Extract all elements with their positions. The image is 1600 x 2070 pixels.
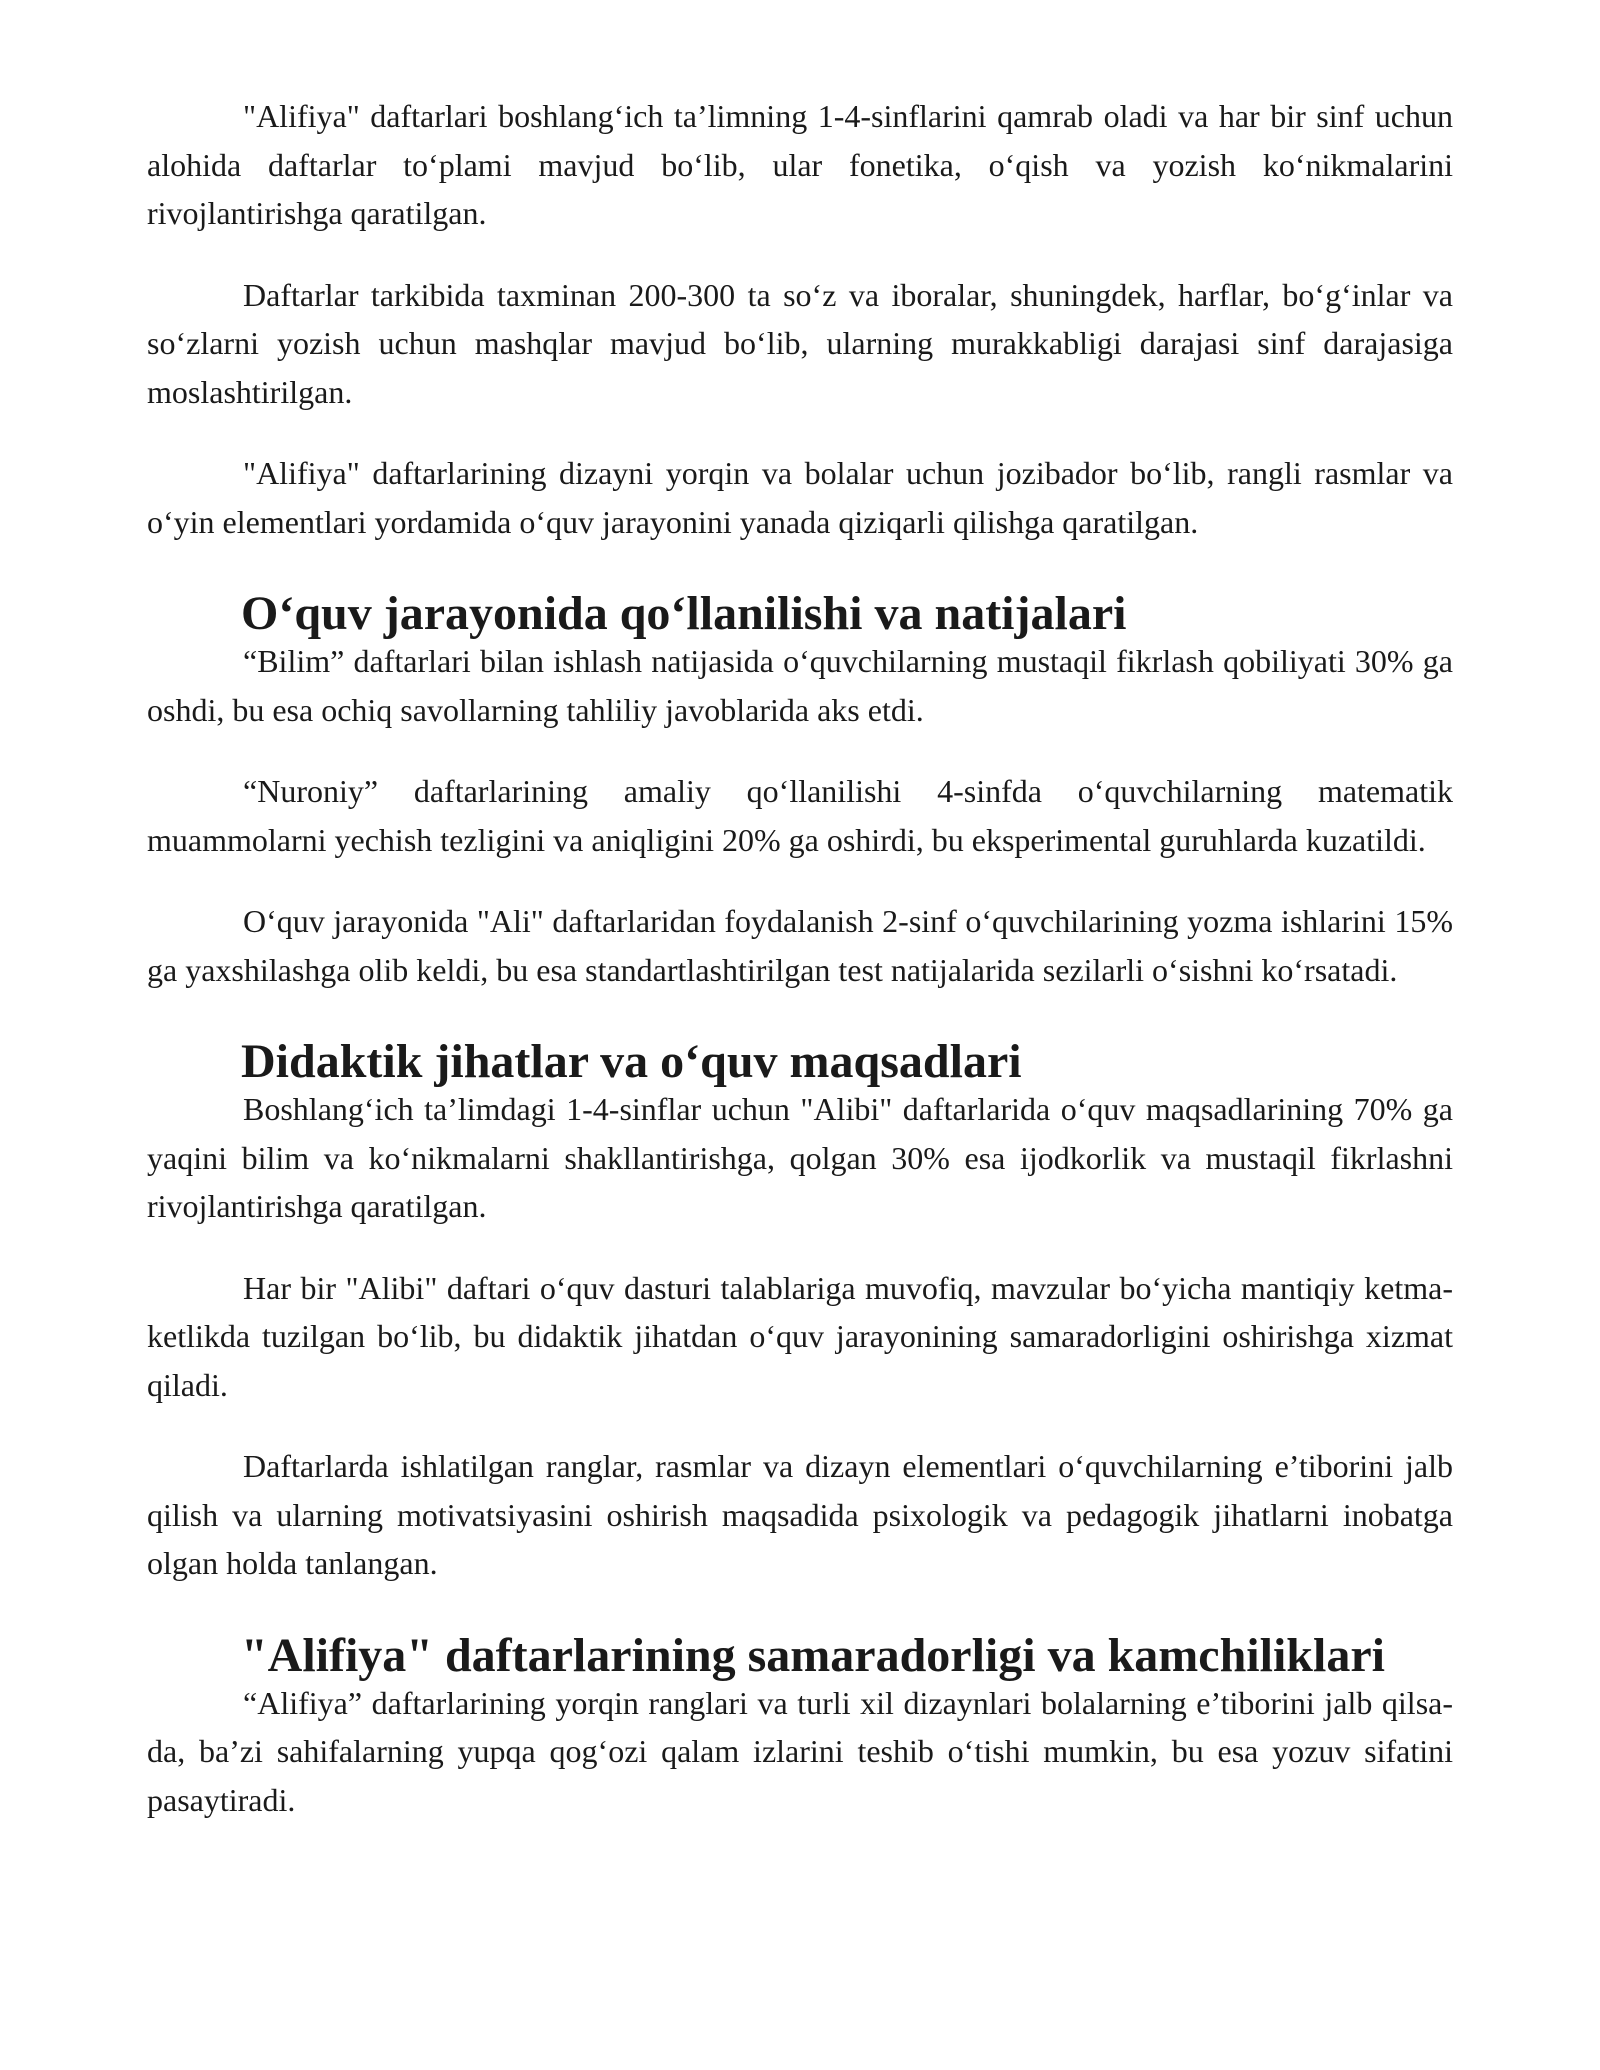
paragraph-daftarlar-content: Daftarlar tarkibida taxminan 200-300 ta so‘z va iboralar, shuningdek, harflar, bo‘g‘inlar va so‘zlarni yozish uchun mashqlar mavjud bo‘lib, ularning murakkabligi darajasi sinf darajasiga moslashtirilgan. [147, 276, 1453, 410]
section-heading-usage-results: O‘quv jarayonida qo‘llanilishi va natijalari [241, 587, 1127, 640]
section-heading-didactic: Didaktik jihatlar va o‘quv maqsadlari [241, 1035, 1022, 1088]
paragraph-nuroniy-results: “Nuroniy” daftarlarining amaliy qo‘llanilishi 4-sinfda o‘quvchilarning matematik muammolarni yechish tezligini va aniqligini 20% ga oshirdi, bu eksperimental guruhlarda kuzatildi. [147, 773, 1453, 858]
paragraph-alifiya-overview: "Alifiya" daftarlari boshlang‘ich ta’limning 1-4-sinflarini qamrab oladi va har bir sinf uchun alohida daftarlar to‘plami mavjud bo‘lib, ular fonetika, o‘qish va yozish ko‘nikmalarini rivojlantirishga qaratilgan. [147, 98, 1453, 231]
paragraph-design-elements: Daftarlarda ishlatilgan ranglar, rasmlar va dizayn elementlari o‘quvchilarning e’tiborini jalb qilish va ularning motivatsiyasini oshirish maqsadida psixologik va pedagogik jihatlarni inobatga olgan holda tanlangan. [147, 1448, 1453, 1581]
paragraph-ali-results: O‘quv jarayonida "Ali" daftarlaridan foydalanish 2-sinf o‘quvchilarining yozma ishlarini 15% ga yaxshilashga olib keldi, bu esa standartlashtirilgan test natijalarida sezilarli o‘sishni ko‘rsatadi. [147, 903, 1453, 988]
paragraph-alifiya-drawbacks: “Alifiya” daftarlarining yorqin ranglari va turli xil dizaynlari bolalarning e’tiborini jalb qilsa-da, ba’zi sahifalarning yupqa qog‘ozi qalam izlarini teshib o‘tishi mumkin, bu esa yozuv sifatini pasaytiradi. [147, 1684, 1453, 1818]
document-page [147, 92, 1453, 1824]
section-heading-efficiency: "Alifiya" daftarlarining samaradorligi va kamchiliklari [241, 1628, 1385, 1682]
paragraph-alifiya-design: "Alifiya" daftarlarining dizayni yorqin va bolalar uchun jozibador bo‘lib, rangli rasmlar va o‘yin elementlari yordamida o‘quv jarayonini yanada qiziqarli qilishga qaratilgan. [147, 455, 1453, 540]
paragraph-alibi-structure: Har bir "Alibi" daftari o‘quv dasturi talablariga muvofiq, mavzular bo‘yicha mantiqiy ketma-ketlikda tuzilgan bo‘lib, bu didaktik jihatdan o‘quv jarayonining samaradorligini oshirishga xizmat qiladi. [147, 1269, 1453, 1403]
paragraph-bilim-results: “Bilim” daftarlari bilan ishlash natijasida o‘quvchilarning mustaqil fikrlash qobiliyati 30% ga oshdi, bu esa ochiq savollarning tahliliy javoblarida aks etdi. [147, 643, 1453, 728]
paragraph-alibi-goals: Boshlang‘ich ta’limdagi 1-4-sinflar uchun "Alibi" daftarlarida o‘quv maqsadlarining 70% ga yaqini bilim va ko‘nikmalarni shakllantirishga, qolgan 30% esa ijodkorlik va mustaqil fikrlashni rivojlantirishga qaratilgan. [147, 1091, 1453, 1224]
